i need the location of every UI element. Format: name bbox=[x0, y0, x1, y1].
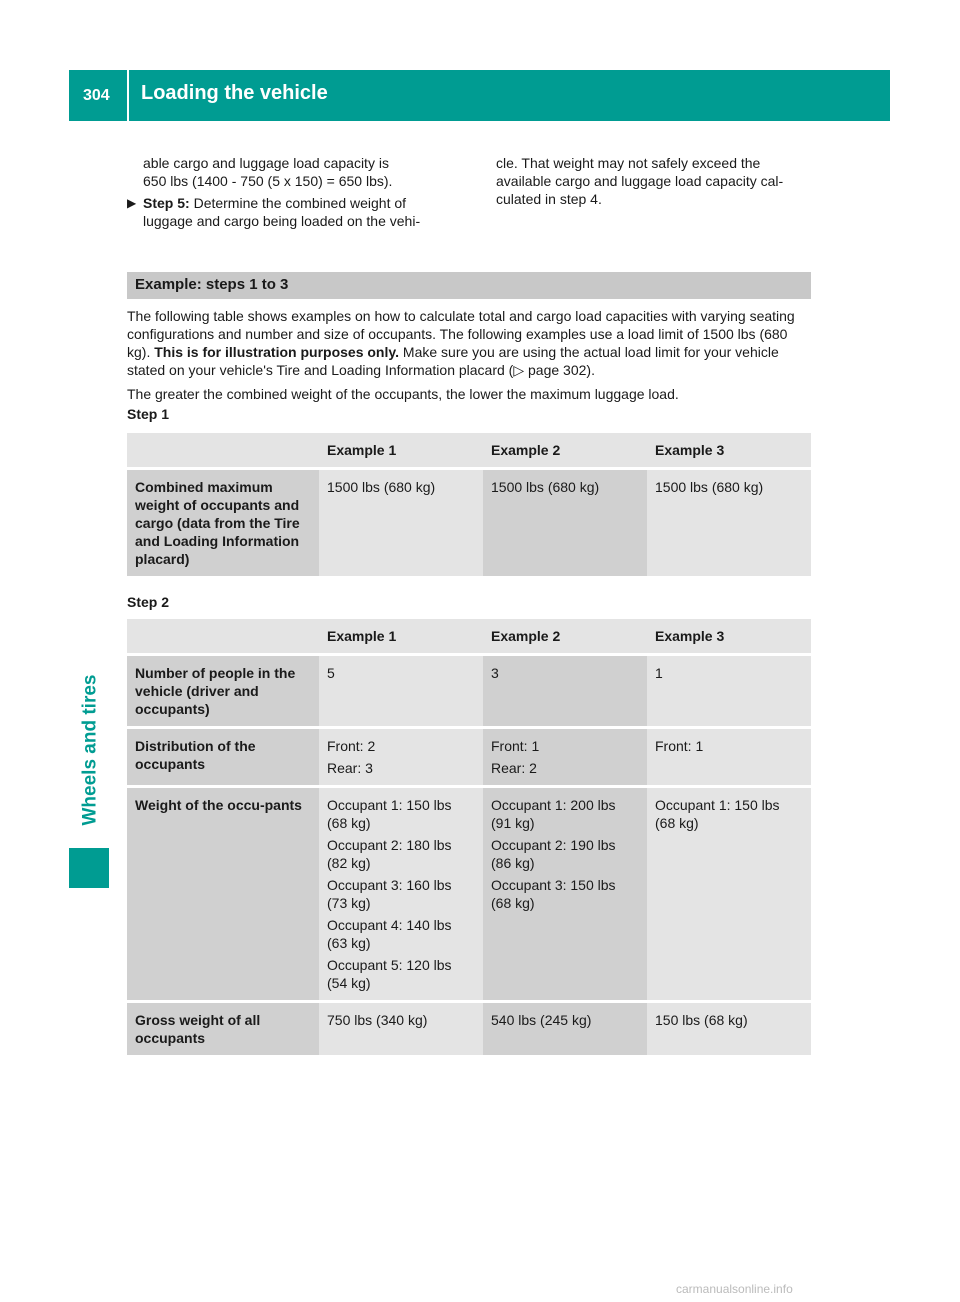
cell-line: Front: 1 bbox=[491, 738, 540, 754]
row-label: Weight of the occu-pants bbox=[127, 788, 319, 1000]
cell-line: 5 bbox=[327, 665, 335, 681]
para-text: Make sure you are using the actual load limit for your vehicle stated on your vehicle's Tire and Loading Information placard ( bbox=[127, 344, 779, 378]
para-text: The greater the combined weight of the occupants, the lower the maximum luggage load. bbox=[127, 386, 679, 402]
table-row bbox=[127, 788, 811, 1000]
table-cell bbox=[319, 656, 483, 726]
table-header-cell bbox=[127, 433, 319, 467]
step1-table bbox=[127, 430, 811, 579]
table-cell: 1500 lbs (680 kg) bbox=[647, 470, 811, 576]
cell-line: Occupant 4: 140 lbs (63 kg) bbox=[327, 917, 452, 951]
table-cell bbox=[647, 1003, 811, 1055]
section-title: Example: steps 1 to 3 bbox=[135, 276, 289, 293]
step5-text: Determine the combined weight of bbox=[189, 195, 407, 211]
para-text: The following table shows examples on how to calculate total and cargo load capacities with varying seating configurations and number and size of occupants. The following examples use a load limit of 1500 lbs (680 kg). bbox=[127, 308, 795, 360]
row-label: Number of people in the vehicle (driver and occupants) bbox=[127, 656, 319, 726]
para-text: ). bbox=[586, 362, 595, 378]
table-header-cell bbox=[127, 619, 319, 653]
page-title: Loading the vehicle bbox=[141, 82, 328, 104]
table-cell: 1500 lbs (680 kg) bbox=[319, 470, 483, 576]
table-row bbox=[127, 729, 811, 785]
step1-label: Step 1 bbox=[127, 406, 170, 422]
table-header-row bbox=[127, 619, 811, 653]
cell-line: Occupant 3: 160 lbs (73 kg) bbox=[327, 877, 452, 911]
table-cell bbox=[319, 729, 483, 785]
table-cell bbox=[319, 1003, 483, 1055]
para-bold: This is for illustration purposes only. bbox=[154, 344, 400, 360]
cell-line: 750 lbs (340 kg) bbox=[327, 1012, 428, 1028]
table-row bbox=[127, 1003, 811, 1055]
cell-line: 540 lbs (245 kg) bbox=[491, 1012, 592, 1028]
table-cell bbox=[647, 729, 811, 785]
table-cell bbox=[483, 656, 647, 726]
table-cell bbox=[647, 788, 811, 1000]
row-label: Distribution of the occupants bbox=[127, 729, 319, 785]
intro-text-line: 650 lbs (1400 - 750 (5 x 150) = 650 lbs). bbox=[143, 173, 393, 189]
watermark: carmanualsonline.info bbox=[676, 1282, 793, 1296]
cell-line: Rear: 3 bbox=[327, 760, 373, 776]
table-row bbox=[127, 656, 811, 726]
cell-line: Occupant 3: 150 lbs (68 kg) bbox=[491, 877, 616, 911]
row-label: Gross weight of all occupants bbox=[127, 1003, 319, 1055]
section-heading bbox=[127, 272, 811, 299]
table-cell bbox=[483, 1003, 647, 1055]
cell-line: 150 lbs (68 kg) bbox=[655, 1012, 748, 1028]
step2-table bbox=[127, 616, 811, 1058]
table-header-cell: Example 3 bbox=[647, 619, 811, 653]
table-header-cell: Example 2 bbox=[483, 619, 647, 653]
header-divider bbox=[127, 70, 129, 121]
page-number: 304 bbox=[83, 87, 110, 104]
side-tab-text: Wheels and tires bbox=[79, 674, 100, 826]
table-cell bbox=[319, 788, 483, 1000]
intro-left-column bbox=[127, 154, 457, 230]
table-cell bbox=[483, 729, 647, 785]
table-header-cell: Example 1 bbox=[319, 433, 483, 467]
cell-line: Front: 2 bbox=[327, 738, 376, 754]
cell-line: Occupant 2: 180 lbs (82 kg) bbox=[327, 837, 452, 871]
step2-label: Step 2 bbox=[127, 594, 170, 610]
step-arrow-icon: ▶ bbox=[127, 196, 137, 210]
cell-line: Occupant 2: 190 lbs (86 kg) bbox=[491, 837, 616, 871]
cell-line: Rear: 2 bbox=[491, 760, 537, 776]
table-header-cell: Example 2 bbox=[483, 433, 647, 467]
side-tab-label bbox=[75, 650, 105, 850]
page-reference-link[interactable]: ▷ page 302 bbox=[513, 362, 587, 378]
cell-line: 1 bbox=[655, 665, 663, 681]
table-cell bbox=[483, 788, 647, 1000]
intro-text-line: cle. That weight may not safely exceed the bbox=[496, 155, 761, 171]
intro-text-line: culated in step 4. bbox=[496, 191, 602, 207]
table-cell bbox=[647, 656, 811, 726]
cell-line: Occupant 5: 120 lbs (54 kg) bbox=[327, 957, 452, 991]
table-row bbox=[127, 470, 811, 576]
page-header bbox=[69, 70, 890, 121]
intro-text-line: luggage and cargo being loaded on the vehi- bbox=[143, 213, 421, 229]
cell-line: Front: 1 bbox=[655, 738, 704, 754]
table-header-row bbox=[127, 433, 811, 467]
table-header-cell: Example 1 bbox=[319, 619, 483, 653]
cell-line: Occupant 1: 150 lbs (68 kg) bbox=[655, 797, 780, 831]
table-header-cell: Example 3 bbox=[647, 433, 811, 467]
cell-line: Occupant 1: 200 lbs (91 kg) bbox=[491, 797, 616, 831]
cell-line: 3 bbox=[491, 665, 499, 681]
intro-right-column bbox=[496, 154, 816, 208]
cell-line: Occupant 1: 150 lbs (68 kg) bbox=[327, 797, 452, 831]
table-cell: 1500 lbs (680 kg) bbox=[483, 470, 647, 576]
step5-label: Step 5: bbox=[143, 195, 190, 211]
row-label: Combined maximum weight of occupants and cargo (data from the Tire and Loading Information placard) bbox=[127, 470, 319, 576]
section-intro-paragraph bbox=[127, 307, 811, 403]
intro-text-line: available cargo and luggage load capacity cal- bbox=[496, 173, 784, 189]
intro-text-line: able cargo and luggage load capacity is bbox=[143, 155, 389, 171]
